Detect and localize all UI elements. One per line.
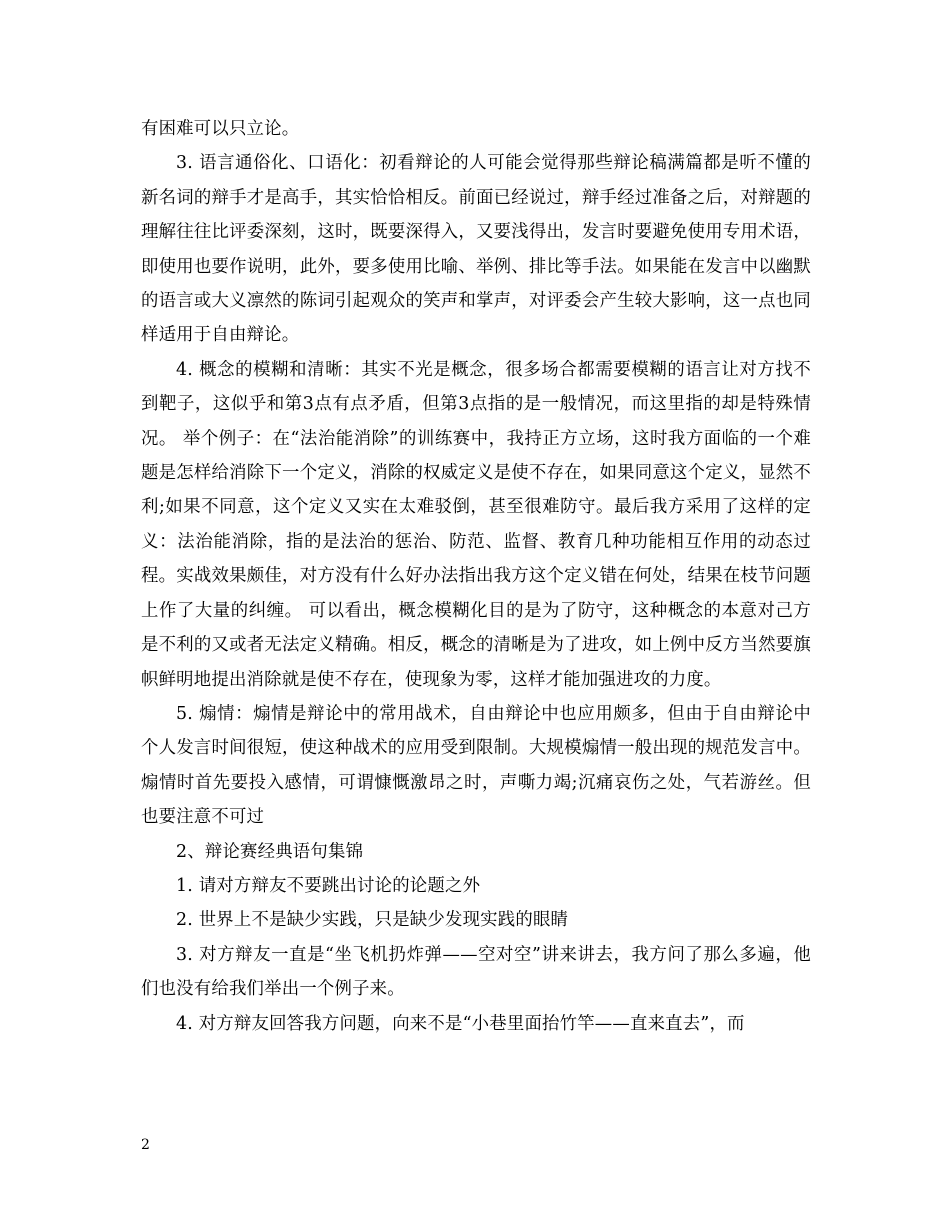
paragraph-point-4: 4. 概念的模糊和清晰：其实不光是概念，很多场合都需要模糊的语言让对方找不到靶子，这似乎和第3点有点矛盾，但第3点指的是一般情况，而这里指的却是特殊情况。 举个例子：在“法治能消除”的训练赛中，我持正方立场，这时我方面临的一个难题是怎样给消除下一个定义，消除的权威定义是使不存在，如果同意这个定义，显然不利;如果不同意，这个定义又实在太难驳倒，甚至很难防守。最后我方采用了这样的定义：法治能消除，指的是法治的惩治、防范、监督、教育几种功能相互作用的动态过程。实战效果颇佳，对方没有什么好办法指出我方这个定义错在何处，结果在枝节问题上作了大量的纠缠。 可以看出，概念模糊化目的是为了防守，这种概念的本意对己方是不利的又或者无法定义精确。相反，概念的清晰是为了进攻，如上例中反方当然要旗帜鲜明地提出消除就是使不存在，使现象为零，这样才能加强进攻的力度。	[141, 359, 811, 690]
quote-item-1: 1. 请对方辩友不要跳出讨论的论题之外	[176, 875, 481, 896]
quote-item-2: 2. 世界上不是缺少实践，只是缺少发现实践的眼睛	[176, 910, 569, 931]
page-number: 2	[141, 1137, 150, 1153]
paragraph-continuation: 有困难可以只立论。	[141, 119, 300, 139]
page-body	[141, 112, 811, 1041]
paragraph-point-5: 5. 煽情：煽情是辩论中的常用战术，自由辩论中也应用颇多，但由于自由辩论中个人发言时间很短，使这种战术的应用受到限制。大规模煽情一般出现的规范发言中。 煽情时首先要投入感情，可谓慷慨激昂之时，声嘶力竭;沉痛哀伤之处，气若游丝。但也要注意不可过	[141, 703, 811, 828]
section-heading: 2、辩论赛经典语句集锦	[176, 841, 364, 862]
paragraph-point-3: 3. 语言通俗化、口语化：初看辩论的人可能会觉得那些辩论稿满篇都是听不懂的新名词的辩手才是高手，其实恰恰相反。前面已经说过，辩手经过准备之后，对辩题的理解往往比评委深刻，这时，既要深得入，又要浅得出，发言时要避免使用专用术语，即使用也要作说明，此外，要多使用比喻、举例、排比等手法。如果能在发言中以幽默的语言或大义凛然的陈词引起观众的笑声和掌声，对评委会产生较大影响，这一点也同样适用于自由辩论。	[141, 153, 811, 346]
quote-item-3: 3. 对方辩友一直是“坐飞机扔炸弹——空对空”讲来讲去，我方问了那么多遍，他们也没有给我们举出一个例子来。	[141, 944, 811, 1000]
quote-item-4: 4. 对方辩友回答我方问题，向来不是“小巷里面抬竹竿——直来直去”，而	[176, 1013, 745, 1034]
